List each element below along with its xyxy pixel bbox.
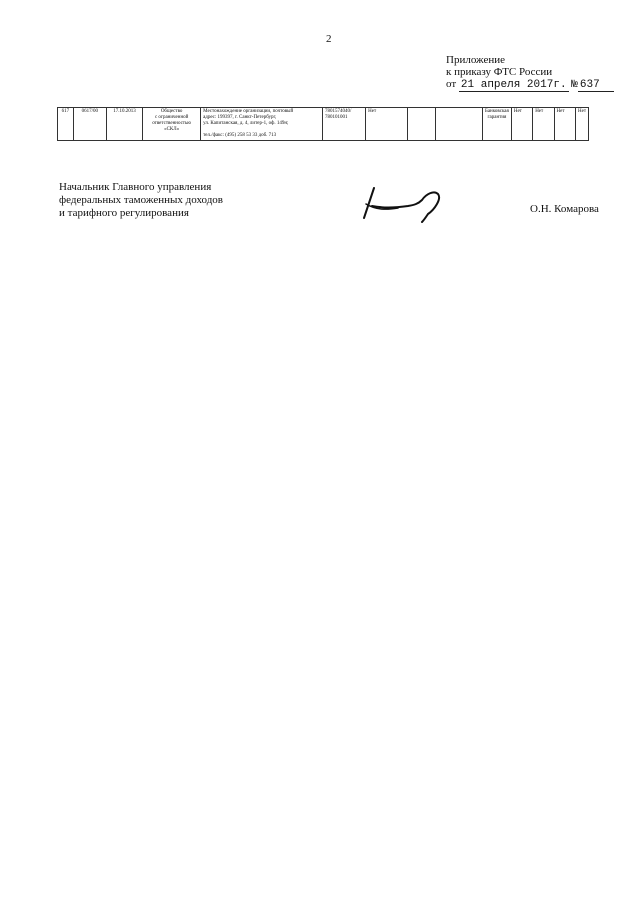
appendix-order: к приказу ФТС России (446, 66, 553, 78)
appendix-header (446, 54, 614, 92)
page-number: 2 (326, 33, 332, 45)
cell-code: 0617/00 (73, 108, 106, 141)
cell-col11: Нет (533, 108, 554, 141)
cell-address: Местонахождение организации, почтовый адрес: 199397, г. Санкт-Петербург, ул. Капитанская, д. 4, литер-1, оф. 149н; тел./факс: (495) 258 53 33 доб. 713 (201, 108, 323, 141)
registry-table (57, 107, 589, 141)
order-number: 637 (578, 79, 614, 92)
cell-date: 17.10.2013 (106, 108, 142, 141)
appendix-date-line (446, 78, 614, 92)
cell-guarantee: Банковская гарантия (482, 108, 511, 141)
cell-col12: Нет (554, 108, 575, 141)
cell-inn-kpp: 7801574040/ 780101001 (323, 108, 366, 141)
cell-col6: Нет (366, 108, 408, 141)
cell-col7 (407, 108, 435, 141)
cell-col10: Нет (511, 108, 532, 141)
number-prefix: № (571, 79, 578, 91)
cell-col13: Нет (575, 108, 588, 141)
appendix-title: Приложение (446, 54, 506, 66)
signatory-title: Начальник Главного управления федеральных таможенных доходов и тарифного регулирования (59, 181, 223, 219)
handwritten-signature (352, 184, 452, 229)
cell-org-name: Общество с ограниченной ответственностью «СКЛ» (143, 108, 201, 141)
cell-col8 (436, 108, 483, 141)
table-row (58, 108, 589, 141)
cell-num: 617 (58, 108, 74, 141)
signer-name: О.Н. Комарова (530, 203, 599, 215)
order-date: 21 апреля 2017г. (460, 79, 567, 91)
date-prefix: от (446, 78, 457, 90)
